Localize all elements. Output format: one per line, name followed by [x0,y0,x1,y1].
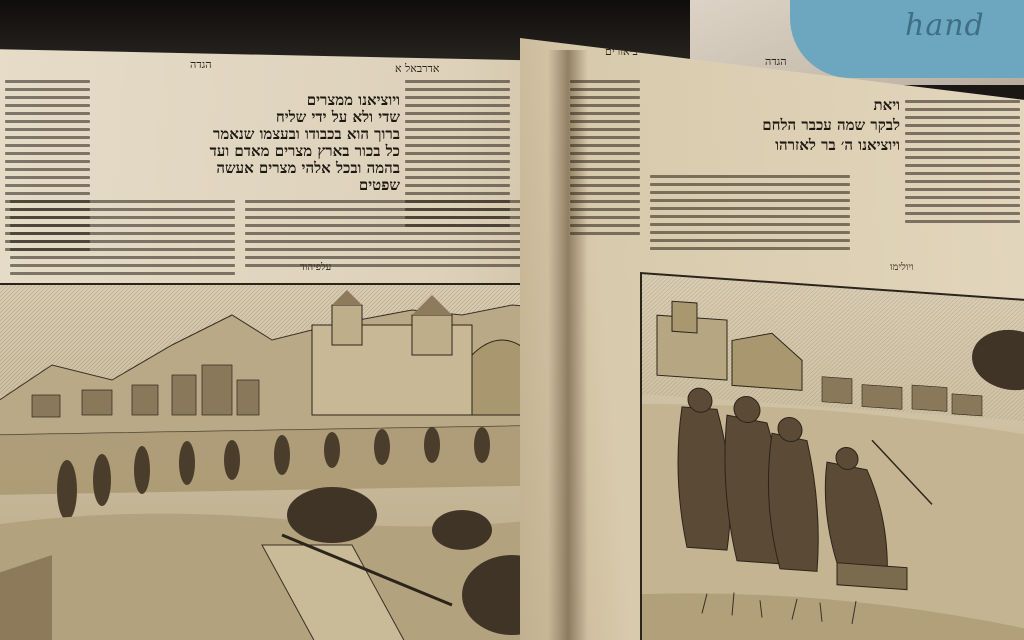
right-title-line-2: לבקר שמה עכבר הלחם [762,116,900,134]
right-page-commentary-col-3 [650,175,850,255]
right-engraving-art [642,274,1024,640]
left-engraving-art [0,285,572,640]
left-page-caption: עלפיהוד [300,262,332,273]
left-title-line-5: בהמה ובכל אלהי מצרים אעשה [216,159,400,177]
right-page-commentary-col-1 [570,80,640,240]
left-page-header-center: הגדה [190,58,212,71]
left-page-commentary-col-3 [10,200,235,280]
right-title-line-3: ויוציאנו ה׳ בר לאזרהו [775,136,900,154]
left-page-title-block [100,92,400,194]
right-page-title-block [640,95,900,155]
right-page-header-center: הגדה [765,55,787,68]
right-page-commentary-col-2 [905,100,1020,228]
right-engraving [640,272,1024,640]
left-title-line-2: שדי ולא על ידי שליח [275,108,400,126]
left-page-header-left: אדרבאל א [395,62,440,75]
right-page-header-right: ביאורים [605,45,638,58]
left-title-line-6: שפטים [358,176,400,194]
shirt-text: hand [905,8,985,43]
left-page-commentary-col-4 [245,200,525,272]
left-engraving [0,283,574,640]
right-page-catchword: ויולימו [890,262,914,273]
left-title-line-4: כל בכור בארץ מצרים מאדם ועד [209,142,400,160]
left-title-line-1: ויוציאנו ממצרים [306,91,400,109]
left-title-line-3: ברוך הוא בכבודו ובעצמו שנאמר [212,125,400,143]
right-title-line-1: ויאת [873,96,900,114]
